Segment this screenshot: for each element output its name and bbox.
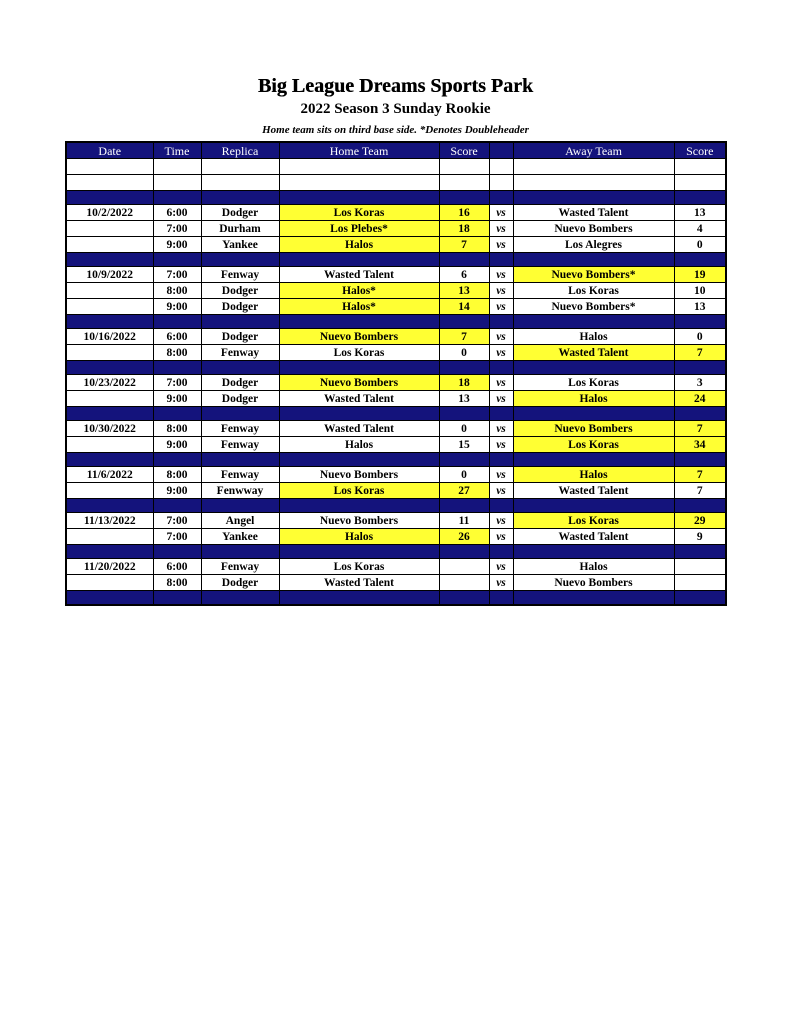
away-score: 29 [674,513,726,529]
week-separator [66,407,726,421]
game-row [66,267,726,283]
page-subtitle: 2022 Season 3 Sunday Rookie [300,101,491,117]
game-date: 10/2/2022 [66,205,153,221]
game-replica: Fenway [201,267,279,283]
vs-label: vs [489,575,513,591]
game-time: 7:00 [153,221,201,237]
game-replica: Yankee [201,529,279,545]
game-date: 10/16/2022 [66,329,153,345]
away-team: Wasted Talent [513,529,674,545]
vs-label: vs [489,513,513,529]
home-team: Nuevo Bombers [279,329,439,345]
schedule-note: Home team sits on third base side. *Denotes Doubleheader [262,124,529,136]
away-score: 7 [674,421,726,437]
away-score: 24 [674,391,726,407]
game-replica: Fenwway [201,483,279,499]
home-team: Wasted Talent [279,391,439,407]
game-date [66,575,153,591]
home-team: Nuevo Bombers [279,513,439,529]
home-score [439,559,489,575]
game-date: 10/9/2022 [66,267,153,283]
game-time: 8:00 [153,467,201,483]
col-header-time: Time [153,142,201,159]
game-replica: Fenway [201,345,279,361]
col-header-replica: Replica [201,142,279,159]
away-team: Wasted Talent [513,483,674,499]
home-team: Los Koras [279,345,439,361]
vs-label: vs [489,221,513,237]
vs-label: vs [489,299,513,315]
home-score: 16 [439,205,489,221]
home-team: Halos [279,437,439,453]
home-team: Halos* [279,283,439,299]
game-time: 7:00 [153,513,201,529]
home-score: 14 [439,299,489,315]
game-time: 6:00 [153,329,201,345]
away-team: Wasted Talent [513,205,674,221]
vs-label: vs [489,421,513,437]
col-header-vs [489,142,513,159]
game-date [66,437,153,453]
home-score: 13 [439,391,489,407]
away-team: Los Koras [513,437,674,453]
vs-label: vs [489,559,513,575]
away-team: Nuevo Bombers* [513,267,674,283]
game-row [66,483,726,499]
vs-label: vs [489,283,513,299]
col-header-away-team: Away Team [513,142,674,159]
home-team: Wasted Talent [279,421,439,437]
game-date: 11/13/2022 [66,513,153,529]
game-row [66,513,726,529]
game-date [66,237,153,253]
game-replica: Dodger [201,329,279,345]
game-replica: Dodger [201,575,279,591]
game-time: 9:00 [153,483,201,499]
home-score [439,575,489,591]
game-date: 11/20/2022 [66,559,153,575]
game-row [66,329,726,345]
game-time: 7:00 [153,529,201,545]
vs-label: vs [489,483,513,499]
week-separator [66,499,726,513]
col-header-home-score: Score [439,142,489,159]
game-row [66,421,726,437]
game-date [66,299,153,315]
week-separator [66,253,726,267]
game-replica: Durham [201,221,279,237]
schedule-table [65,141,727,606]
away-score: 0 [674,329,726,345]
vs-label: vs [489,345,513,361]
game-replica: Angel [201,513,279,529]
game-row [66,283,726,299]
col-header-away-score: Score [674,142,726,159]
away-score: 7 [674,467,726,483]
home-score: 27 [439,483,489,499]
game-date: 10/23/2022 [66,375,153,391]
game-date [66,221,153,237]
vs-label: vs [489,237,513,253]
away-score: 7 [674,483,726,499]
home-score: 6 [439,267,489,283]
game-date [66,483,153,499]
game-time: 7:00 [153,375,201,391]
away-score: 0 [674,237,726,253]
home-score: 0 [439,421,489,437]
game-row [66,529,726,545]
home-team: Wasted Talent [279,575,439,591]
home-team: Halos* [279,299,439,315]
game-time: 8:00 [153,345,201,361]
game-row [66,345,726,361]
away-team: Halos [513,467,674,483]
game-row [66,237,726,253]
game-time: 9:00 [153,391,201,407]
blank-row [66,159,726,175]
home-score: 0 [439,345,489,361]
home-score: 18 [439,221,489,237]
col-header-home-team: Home Team [279,142,439,159]
away-score: 10 [674,283,726,299]
vs-label: vs [489,437,513,453]
away-team: Wasted Talent [513,345,674,361]
away-team: Nuevo Bombers* [513,299,674,315]
week-separator [66,545,726,559]
home-score: 18 [439,375,489,391]
away-score [674,559,726,575]
away-team: Halos [513,559,674,575]
away-score: 13 [674,205,726,221]
away-score: 34 [674,437,726,453]
away-team: Los Alegres [513,237,674,253]
week-separator [66,315,726,329]
home-team: Halos [279,237,439,253]
game-time: 9:00 [153,437,201,453]
home-score: 7 [439,329,489,345]
game-replica: Dodger [201,391,279,407]
schedule-body [66,159,726,606]
away-team: Los Koras [513,375,674,391]
home-team: Wasted Talent [279,267,439,283]
game-replica: Dodger [201,205,279,221]
game-replica: Dodger [201,299,279,315]
home-team: Halos [279,529,439,545]
home-score: 13 [439,283,489,299]
away-team: Los Koras [513,283,674,299]
game-replica: Dodger [201,283,279,299]
blank-row [66,175,726,191]
home-score: 26 [439,529,489,545]
home-score: 7 [439,237,489,253]
away-team: Los Koras [513,513,674,529]
away-team: Halos [513,329,674,345]
game-time: 7:00 [153,267,201,283]
week-separator [66,191,726,205]
game-row [66,391,726,407]
game-date [66,529,153,545]
game-date [66,391,153,407]
game-time: 6:00 [153,205,201,221]
game-time: 8:00 [153,575,201,591]
game-replica: Fenway [201,467,279,483]
week-separator [66,361,726,375]
game-replica: Dodger [201,375,279,391]
away-score: 13 [674,299,726,315]
home-score: 11 [439,513,489,529]
away-score: 4 [674,221,726,237]
game-replica: Fenway [201,559,279,575]
away-team: Nuevo Bombers [513,575,674,591]
home-team: Los Koras [279,559,439,575]
week-separator [66,591,726,606]
game-time: 8:00 [153,283,201,299]
header-row [66,142,726,159]
game-row [66,467,726,483]
away-score: 19 [674,267,726,283]
game-replica: Fenway [201,437,279,453]
home-team: Nuevo Bombers [279,375,439,391]
game-date [66,283,153,299]
away-team: Nuevo Bombers [513,221,674,237]
game-time: 6:00 [153,559,201,575]
away-score: 7 [674,345,726,361]
home-score: 15 [439,437,489,453]
away-score [674,575,726,591]
vs-label: vs [489,467,513,483]
vs-label: vs [489,391,513,407]
game-row [66,575,726,591]
game-replica: Fenway [201,421,279,437]
vs-label: vs [489,205,513,221]
vs-label: vs [489,529,513,545]
game-replica: Yankee [201,237,279,253]
vs-label: vs [489,329,513,345]
game-row [66,375,726,391]
page-title: Big League Dreams Sports Park [257,75,534,97]
game-row [66,437,726,453]
col-header-date: Date [66,142,153,159]
game-row [66,299,726,315]
game-time: 9:00 [153,299,201,315]
away-score: 9 [674,529,726,545]
away-team: Halos [513,391,674,407]
vs-label: vs [489,375,513,391]
away-team: Nuevo Bombers [513,421,674,437]
week-separator [66,453,726,467]
game-date: 10/30/2022 [66,421,153,437]
home-team: Los Koras [279,205,439,221]
game-time: 8:00 [153,421,201,437]
game-row [66,205,726,221]
home-team: Los Plebes* [279,221,439,237]
home-score: 0 [439,467,489,483]
home-team: Los Koras [279,483,439,499]
vs-label: vs [489,267,513,283]
away-score: 3 [674,375,726,391]
home-team: Nuevo Bombers [279,467,439,483]
game-time: 9:00 [153,237,201,253]
game-row [66,559,726,575]
game-row [66,221,726,237]
game-date: 11/6/2022 [66,467,153,483]
game-date [66,345,153,361]
